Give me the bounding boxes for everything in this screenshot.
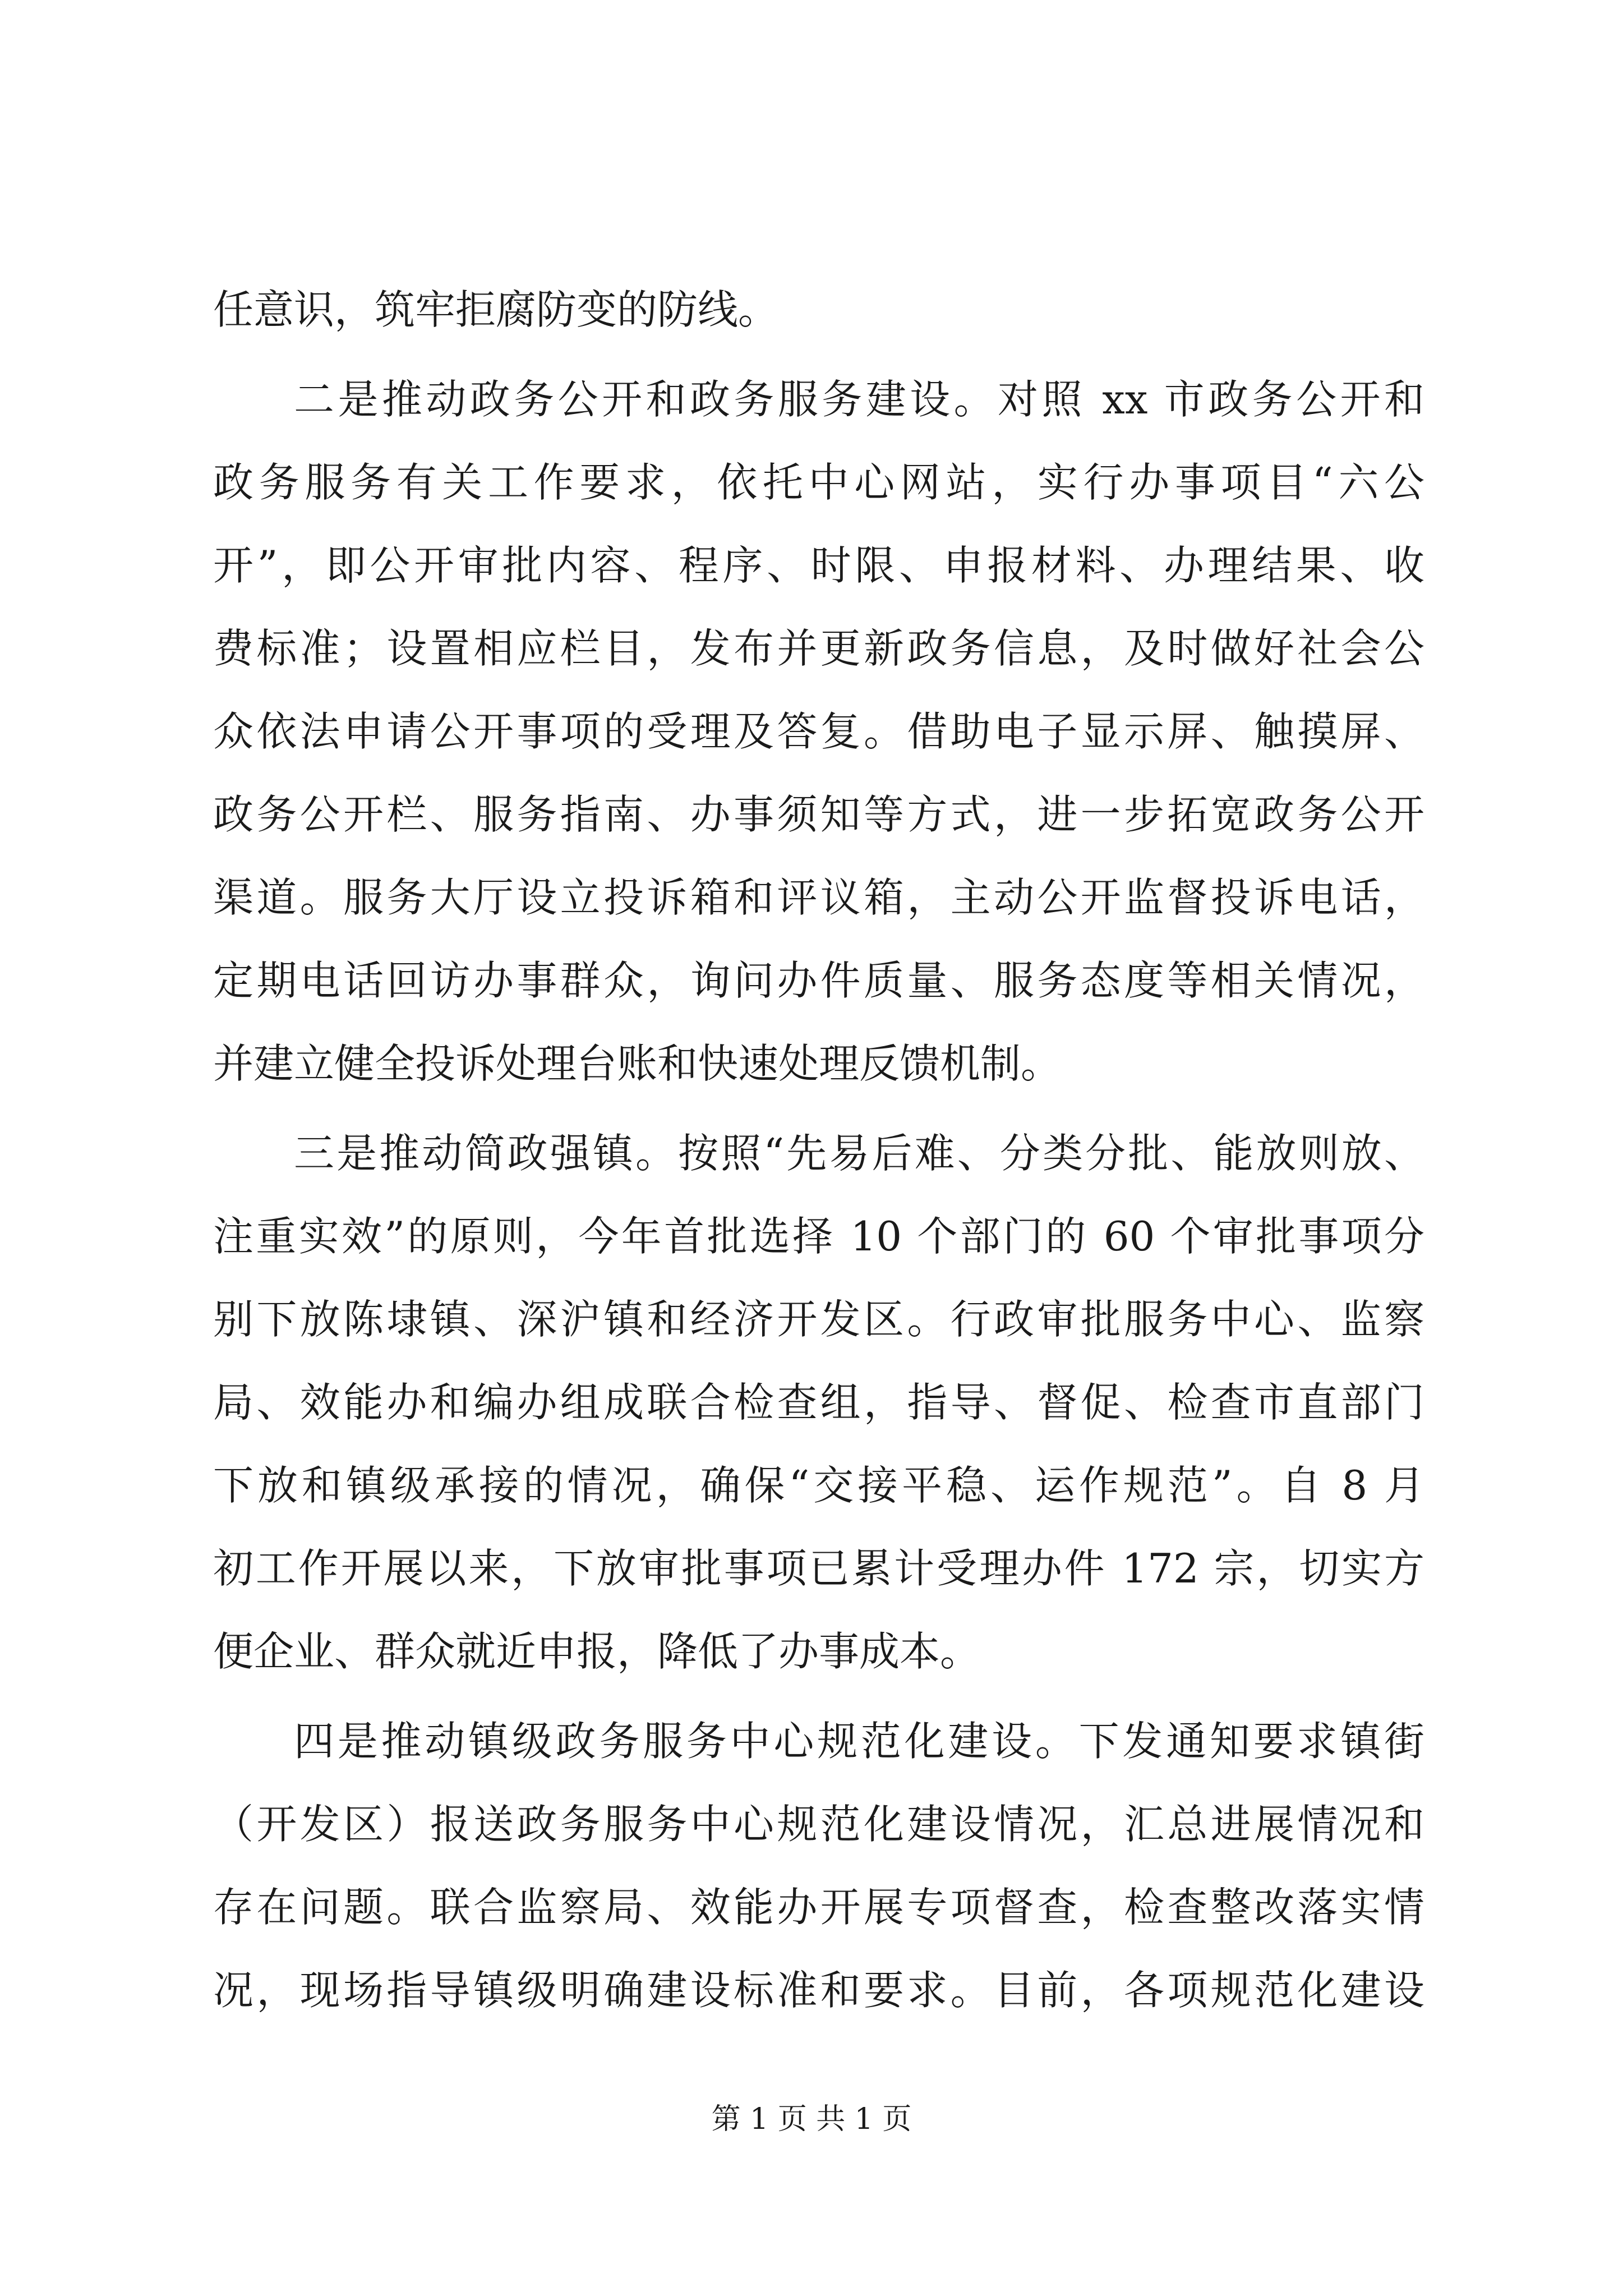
paragraph-3-line-4: 局、效能办和编办组成联合检查组，指导、督促、检查市直部门: [213, 1379, 1424, 1426]
paragraph-2-line-2: 政务服务有关工作要求，依托中心网站，实行办事项目“六公: [213, 459, 1424, 506]
paragraph-2-line-1: 二是推动政务公开和政务服务建设。对照 xx 市政务公开和: [294, 376, 1424, 423]
paragraph-3-line-3: 别下放陈埭镇、深沪镇和经济开发区。行政审批服务中心、监察: [213, 1296, 1424, 1343]
paragraph-4-line-4: 况，现场指导镇级明确建设标准和要求。目前，各项规范化建设: [213, 1967, 1424, 2014]
paragraph-3-line-6: 初工作开展以来，下放审批事项已累计受理办件 172 宗，切实方: [213, 1545, 1424, 1592]
paragraph-2-line-5: 众依法申请公开事项的受理及答复。借助电子显示屏、触摸屏、: [213, 708, 1424, 755]
paragraph-3-line-7: 便企业、群众就近申报，降低了办事成本。: [213, 1628, 981, 1675]
paragraph-3-line-1: 三是推动简政强镇。按照“先易后难、分类分批、能放则放、: [294, 1130, 1424, 1177]
paragraph-2-line-6: 政务公开栏、服务指南、办事须知等方式，进一步拓宽政务公开: [213, 791, 1424, 838]
paragraph-4-line-1: 四是推动镇级政务服务中心规范化建设。下发通知要求镇街: [294, 1718, 1424, 1765]
paragraph-3-line-2: 注重实效”的原则，今年首批选择 10 个部门的 60 个审批事项分: [213, 1213, 1424, 1260]
paragraph-2-line-3: 开”，即公开审批内容、程序、时限、申报材料、办理结果、收: [213, 542, 1424, 589]
paragraph-1-line-1: 任意识，筑牢拒腐防变的防线。: [213, 286, 779, 333]
document-body: [213, 268, 1424, 2032]
page-footer: 第 1 页 共 1 页: [711, 2102, 912, 2136]
paragraph-2-line-9: 并建立健全投诉处理台账和快速处理反馈机制。: [213, 1040, 1062, 1087]
paragraph-4-line-2: （开发区）报送政务服务中心规范化建设情况，汇总进展情况和: [213, 1801, 1424, 1848]
paragraph-2-line-7: 渠道。服务大厅设立投诉箱和评议箱，主动公开监督投诉电话，: [213, 874, 1424, 921]
paragraph-3-line-5: 下放和镇级承接的情况，确保“交接平稳、运作规范”。自 8 月: [213, 1462, 1424, 1509]
paragraph-2-line-8: 定期电话回访办事群众，询问办件质量、服务态度等相关情况，: [213, 957, 1424, 1004]
paragraph-2-line-4: 费标准；设置相应栏目，发布并更新政务信息，及时做好社会公: [213, 625, 1424, 672]
paragraph-4-line-3: 存在问题。联合监察局、效能办开展专项督查，检查整改落实情: [213, 1884, 1424, 1931]
